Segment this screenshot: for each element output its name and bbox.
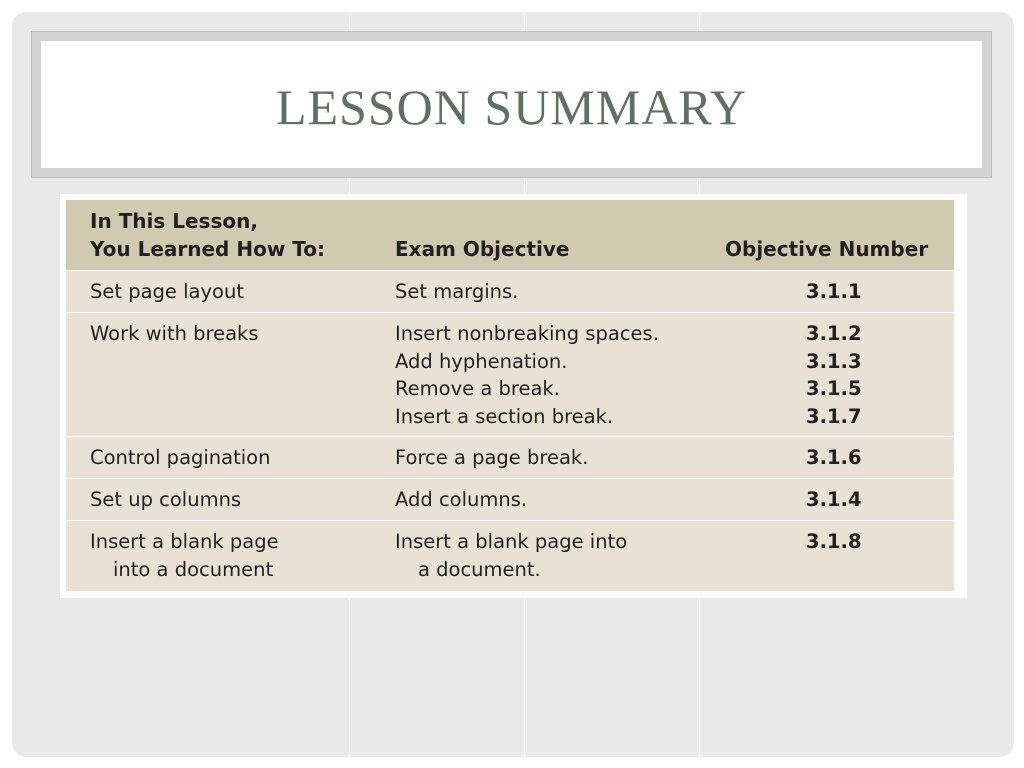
- table-row: [66, 270, 954, 312]
- table-row: [66, 312, 954, 436]
- objective-text: Insert nonbreaking spaces.: [395, 322, 659, 345]
- skill-text: Work with breaks: [90, 322, 259, 345]
- table-row: [66, 520, 954, 591]
- objective-cell: [395, 528, 627, 583]
- number-cell: [806, 528, 862, 556]
- skill-cell: [90, 278, 244, 306]
- objective-text: Insert a section break.: [395, 404, 614, 428]
- objective-text: Remove a break.: [395, 377, 560, 400]
- objective-number: 3.1.2: [806, 322, 862, 345]
- number-cell: [806, 278, 862, 306]
- objective-cell: [395, 444, 588, 472]
- objective-number: 3.1.8: [806, 530, 862, 553]
- number-cell: [806, 444, 862, 472]
- header-skills: [90, 207, 325, 263]
- objective-cell: [395, 320, 659, 430]
- objective-number: 3.1.7: [806, 404, 862, 428]
- skill-cell: [90, 320, 259, 348]
- skill-text: into a document: [113, 557, 274, 581]
- skill-cell: [90, 486, 241, 514]
- skill-cell: [90, 444, 270, 472]
- skill-text: Set page layout: [90, 280, 244, 303]
- objective-cell: [395, 278, 518, 306]
- objective-text: Add columns.: [395, 488, 528, 511]
- objective-cell: [395, 486, 527, 514]
- title-box: [41, 41, 982, 168]
- title-frame: [31, 31, 992, 178]
- objective-number: 3.1.4: [806, 488, 862, 511]
- skill-text: Set up columns: [90, 488, 242, 511]
- number-cell: [806, 320, 862, 430]
- skill-cell: [90, 528, 279, 583]
- summary-table: [66, 200, 954, 591]
- objective-text: Add hyphenation.: [395, 349, 568, 373]
- objective-number: 3.1.6: [806, 446, 862, 469]
- header-skills-line1: In This Lesson,: [90, 209, 258, 233]
- objective-text: Insert a blank page into: [395, 530, 628, 553]
- table-header: [66, 200, 954, 270]
- header-skills-line2: You Learned How To:: [90, 237, 325, 261]
- objective-number: 3.1.1: [806, 280, 862, 303]
- objective-text: a document.: [418, 557, 541, 581]
- objective-number: 3.1.5: [806, 377, 862, 400]
- table-row: [66, 436, 954, 478]
- objective-text: Force a page break.: [395, 446, 589, 469]
- skill-text: Insert a blank page: [90, 530, 279, 553]
- header-objective-number: Objective Number: [725, 237, 929, 261]
- header-exam-objective: Exam Objective: [395, 237, 570, 261]
- objective-number: 3.1.3: [806, 349, 862, 373]
- objective-text: Set margins.: [395, 280, 519, 303]
- slide: [12, 12, 1014, 757]
- slide-title: LESSON SUMMARY: [275, 78, 748, 135]
- number-cell: [806, 486, 862, 514]
- skill-text: Control pagination: [90, 446, 271, 469]
- summary-table-frame: [60, 194, 967, 598]
- table-row: [66, 478, 954, 520]
